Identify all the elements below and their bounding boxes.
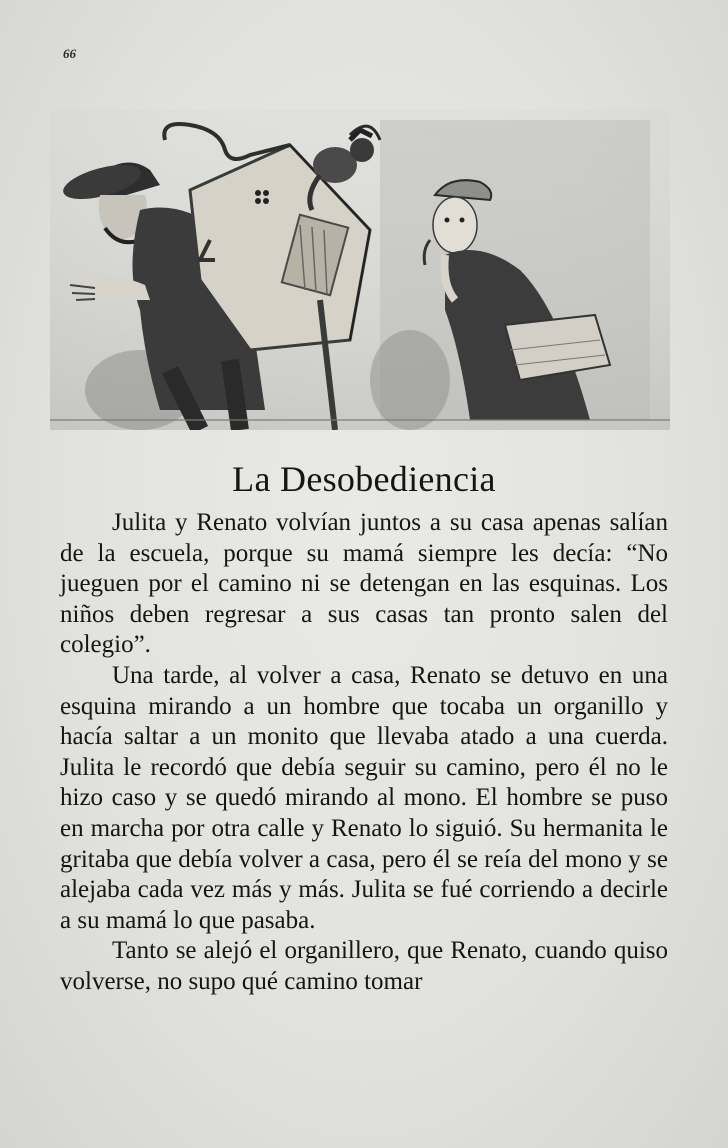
page-number: 66 bbox=[63, 46, 76, 61]
story-title: La Desobediencia bbox=[232, 459, 496, 499]
story-paragraph: Tanto se alejó el organillero, que Renato, cuando quiso volverse, no supo qué camino tomar bbox=[60, 937, 668, 995]
story-paragraph: Julita y Renato volvían juntos a su casa apenas salían de la escuela, porque su mamá siempre les decía: “No jueguen por el camino ni se detengan en las esquinas. Los niños deben regresar a sus casas tan pronto salen del colegio”. bbox=[60, 509, 668, 659]
organ-grinder-illustration bbox=[50, 110, 670, 430]
story-paragraph: Una tarde, al volver a casa, Renato se detuvo en una esquina mirando a un hombre que tocaba un organillo y hacía saltar a un monito que llevaba atado a una cuerda. Julita le recordó que debía seguir su camino, pero él no le hizo caso y se quedó mirando al mono. El hombre se puso en marcha por otra calle y Renato lo siguió. Su hermanita le gritaba que debía volver a casa, pero él se reía del mono y se alejaba cada vez más y más. Julita se fué corriendo a decirle a su mamá lo que pasaba. bbox=[60, 661, 668, 934]
story-body bbox=[60, 508, 668, 998]
background-figure-shadow bbox=[370, 330, 450, 430]
